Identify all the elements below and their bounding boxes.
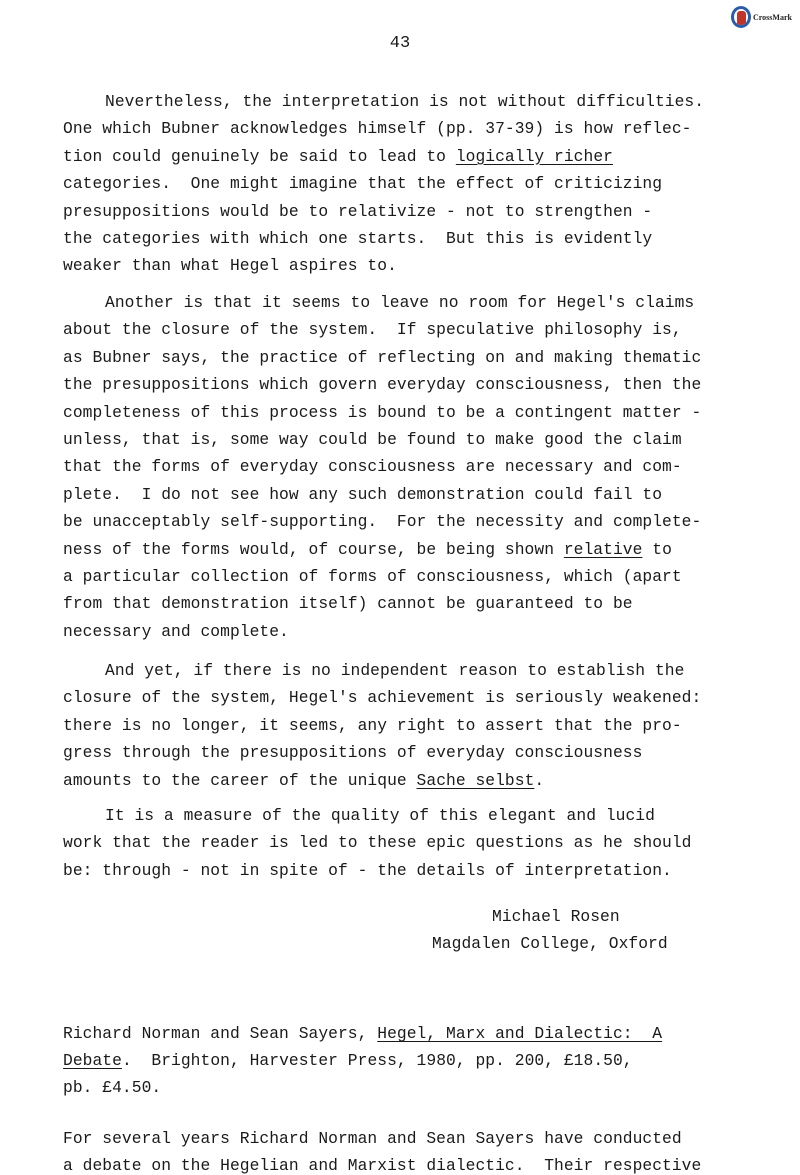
citation-paperback-price: pb. £4.50. (63, 1078, 162, 1097)
paragraph-line (63, 348, 701, 367)
crossmark-icon (731, 6, 751, 28)
paragraph-line (63, 512, 701, 531)
paragraph-line (63, 457, 682, 476)
paragraph-line (63, 861, 672, 880)
citation-publication: . Brighton, Harvester Press, 1980, pp. 200, £18.50, (121, 1051, 633, 1070)
line-text: presuppositions would be to relativize - not to strengthen - (63, 201, 653, 221)
line-text: plete. I do not see how any such demonstration could fail to (63, 484, 663, 504)
citation-line-1 (63, 1024, 662, 1043)
line-text: be unacceptably self-supporting. For the necessity and complete- (63, 512, 702, 532)
line-text: closure of the system, Hegel's achievement is seriously weakened: (63, 688, 702, 708)
paragraph-line (105, 806, 655, 825)
paragraph-line (63, 119, 692, 138)
paragraph-line (63, 485, 662, 504)
line-text: ness of the forms would, of course, be being shown (63, 539, 564, 559)
line-text: that the forms of everyday consciousness are necessary and com- (63, 457, 682, 477)
signature-affiliation: Magdalen College, Oxford (432, 934, 668, 953)
line-text: completeness of this process is bound to be a contingent matter - (63, 402, 702, 422)
crossmark-label: CrossMark (753, 12, 792, 22)
citation-title-continued: Debate (63, 1051, 122, 1070)
paragraph-line (63, 771, 544, 790)
line-text-after: to (642, 539, 672, 559)
line-text: about the closure of the system. If speculative philosophy is, (63, 320, 682, 340)
paragraph-line (105, 293, 694, 312)
paragraph-line (63, 229, 652, 248)
line-text: the categories with which one starts. But this is evidently (63, 229, 653, 248)
line-text: work that the reader is led to these epic questions as he should (63, 833, 692, 853)
paragraph-line (63, 622, 289, 641)
underlined-term: logically richer (455, 146, 613, 166)
paragraph-line (63, 256, 397, 275)
paragraph-line (63, 147, 613, 166)
line-text: tion could genuinely be said to lead to (63, 146, 456, 166)
line-text-after: . (534, 770, 545, 790)
citation-title: Hegel, Marx and Dialectic: A (377, 1024, 663, 1043)
paragraph-line (63, 403, 701, 422)
line-text: the presuppositions which govern everyday consciousness, then the (63, 375, 702, 395)
paragraph-line (63, 430, 682, 449)
line-text: Nevertheless, the interpretation is not without difficulties. (105, 92, 705, 111)
underlined-term: relative (563, 539, 643, 559)
line-text: gress through the presuppositions of everyday consciousness (63, 743, 643, 763)
line-text: One which Bubner acknowledges himself (pp. 37-39) is how reflec- (63, 119, 692, 139)
paragraph-line (63, 567, 682, 586)
line-text: necessary and complete. (63, 621, 289, 641)
paragraph-line (63, 743, 642, 762)
signature-name: Michael Rosen (492, 907, 620, 926)
page-number: 43 (389, 34, 411, 53)
line-text: amounts to the career of the unique (63, 770, 417, 790)
review-paragraph-line: For several years Richard Norman and Sean Sayers have conducted (63, 1129, 682, 1148)
paragraph-line (63, 594, 633, 613)
paragraph-line (63, 320, 682, 339)
paragraph-line (63, 716, 682, 735)
line-text: from that demonstration itself) cannot be guaranteed to be (63, 594, 633, 614)
review-paragraph-line: a debate on the Hegelian and Marxist dialectic. Their respective (63, 1156, 702, 1175)
paragraph-line (63, 375, 701, 394)
line-text: as Bubner says, the practice of reflecting on and making thematic (63, 347, 702, 367)
line-text: It is a measure of the quality of this elegant and lucid (105, 806, 655, 825)
line-text: there is no longer, it seems, any right to assert that the pro- (63, 715, 682, 735)
underlined-term: Sache selbst (416, 770, 535, 790)
paragraph-line (63, 174, 662, 193)
paragraph-line (105, 92, 704, 111)
crossmark-badge[interactable] (731, 6, 792, 28)
line-text: And yet, if there is no independent reason to establish the (105, 661, 685, 680)
paragraph-line (63, 540, 672, 559)
line-text: Another is that it seems to leave no room for Hegel's claims (105, 293, 695, 312)
line-text: a particular collection of forms of consciousness, which (apart (63, 567, 682, 586)
citation-authors: Richard Norman and Sean Sayers, (63, 1024, 378, 1043)
line-text: be: through - not in spite of - the details of interpretation. (63, 860, 672, 880)
paragraph-line (105, 661, 684, 680)
paragraph-line (63, 688, 701, 707)
line-text: unless, that is, some way could be found to make good the claim (63, 430, 682, 449)
line-text: weaker than what Hegel aspires to. (63, 256, 397, 276)
paragraph-line (63, 202, 652, 221)
paragraph-line (63, 833, 692, 852)
citation-line-2 (63, 1051, 633, 1070)
line-text: categories. One might imagine that the effect of criticizing (63, 174, 663, 194)
